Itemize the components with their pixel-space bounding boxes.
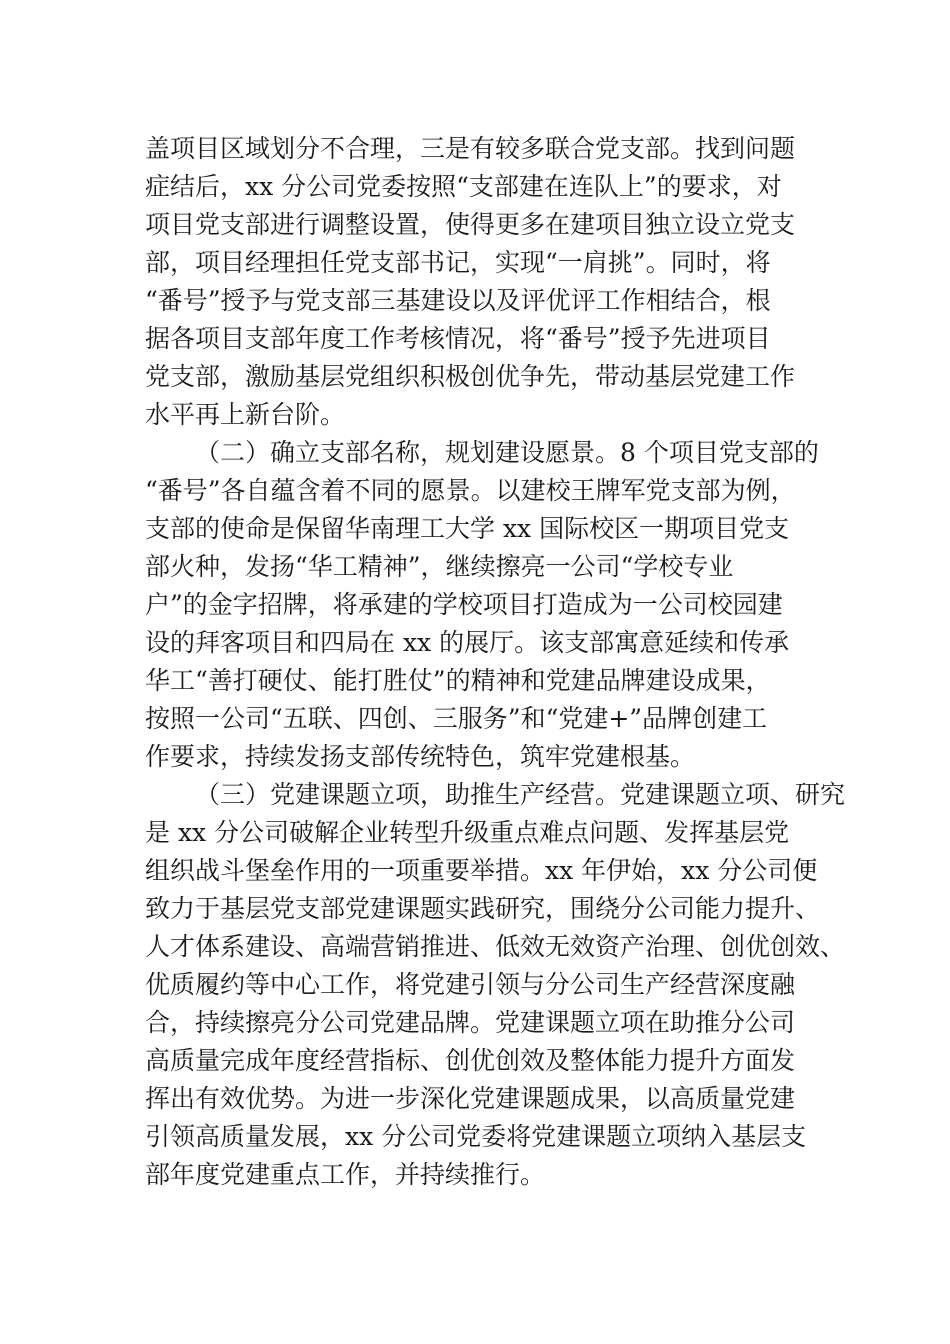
paragraph-line: 高质量完成年度经营指标、创优创效及整体能力提升方面发 [145,1046,796,1075]
paragraph-line: 党支部，激励基层党组织积极创优争先，带动基层党建工作 [145,362,796,391]
paragraph-line: 华工“善打硬仗、能打胜仗”的精神和党建品牌建设成果， [145,666,771,695]
paragraph-line: “番号”各自蕴含着不同的愿景。以建校王牌军党支部为例， [145,476,796,505]
paragraph-line: 作要求，持续发扬支部传统特色，筑牢党建根基。 [145,742,696,771]
paragraph-line: 部，项目经理担任党支部书记，实现“一肩挑”。同时，将 [145,248,771,277]
paragraph-line: 设的拜客项目和四局在 xx 的展厅。该支部寓意延续和传承 [145,628,790,657]
paragraph-line: 据各项目支部年度工作考核情况，将“番号”授予先进项目 [145,324,771,353]
paragraph-line: 水平再上新台阶。 [145,400,346,429]
paragraph-line: 部火种，发扬“华工精神”，继续擦亮一公司“学校专业 [145,552,734,581]
paragraph-line: 人才体系建设、高端营销推进、低效无效资产治理、创优创效、 [145,932,846,961]
paragraph-line: 合，持续擦亮分公司党建品牌。党建课题立项在助推分公司 [145,1008,796,1037]
paragraph-line: 部年度党建重点工作，并持续推行。 [145,1160,546,1189]
paragraph-line: 项目党支部进行调整设置，使得更多在建项目独立设立党支 [145,210,796,239]
paragraph-line: “番号”授予与党支部三基建设以及评优评工作相结合，根 [145,286,771,315]
paragraph-line: 支部的使命是保留华南理工大学 xx 国际校区一期项目党支 [145,514,790,543]
paragraph-line: 按照一公司“五联、四创、三服务”和“党建+”品牌创建工 [145,704,768,733]
section-heading-line: （三）党建课题立项，助推生产经营。党建课题立项、研究 [195,780,846,809]
section-heading-line: （二）确立支部名称，规划建设愿景。8 个项目党支部的 [195,438,819,467]
paragraph-line: 是 xx 分公司破解企业转型升级重点难点问题、发挥基层党 [145,818,790,847]
paragraph-line: 致力于基层党支部党建课题实践研究，围绕分公司能力提升、 [145,894,821,923]
paragraph-line: 症结后，xx 分公司党委按照“支部建在连队上”的要求，对 [145,172,782,201]
paragraph-line: 引领高质量发展，xx 分公司党委将党建课题立项纳入基层支 [145,1122,807,1151]
paragraph-line: 优质履约等中心工作，将党建引领与分公司生产经营深度融 [145,970,796,999]
paragraph-line: 盖项目区域划分不合理，三是有较多联合党支部。找到问题 [145,134,796,163]
paragraph-line: 挥出有效优势。为进一步深化党建课题成果，以高质量党建 [145,1084,796,1113]
paragraph-line: 户”的金字招牌，将承建的学校项目打造成为一公司校园建 [145,590,783,619]
paragraph-line: 组织战斗堡垒作用的一项重要举措。xx 年伊始，xx 分公司便 [145,856,818,885]
